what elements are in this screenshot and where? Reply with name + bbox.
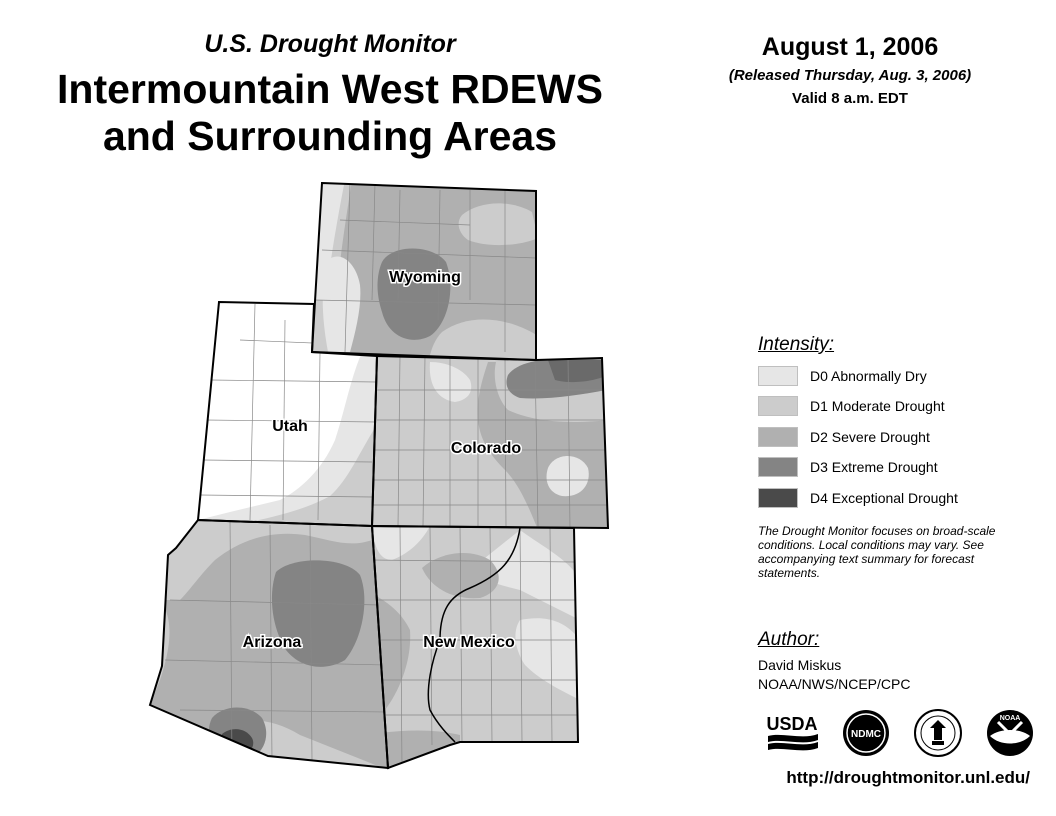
drought-monitor-link[interactable]: http://droughtmonitor.unl.edu/ [786,768,1030,787]
disclaimer-note: The Drought Monitor focuses on broad-scale conditions. Local conditions may vary. See accompanying text summary for forecast statements. [758,524,996,580]
author-org: NOAA/NWS/NCEP/CPC [758,676,911,692]
map-title-line1: Intermountain West RDEWS [57,66,603,112]
legend-heading: Intensity: [758,334,835,355]
state-label-new-mexico: New Mexico [423,634,515,651]
valid-date: August 1, 2006 [761,33,939,61]
legend-label-d3: D3 Extreme Drought [810,459,938,475]
legend-swatch-d1 [758,396,798,416]
legend-label-d4: D4 Exceptional Drought [810,490,958,506]
ndmc-logo-text: NDMC [851,729,881,740]
legend-swatch-d0 [758,366,798,386]
legend-item-d1 [758,396,945,416]
state-label-utah: Utah [272,418,308,435]
legend-item-d2 [758,427,930,447]
author-name: David Miskus [758,657,842,673]
legend-item-d3 [758,457,938,477]
usda-logo [766,714,818,750]
legend-label-d0: D0 Abnormally Dry [810,368,927,384]
state-label-arizona: Arizona [242,634,302,651]
author-heading: Author: [758,629,820,650]
legend-item-d4 [758,488,958,508]
legend-label-d2: D2 Severe Drought [810,429,930,445]
ndmc-logo [843,710,889,756]
agency-logos [762,706,1042,762]
map-title-line2: and Surrounding Areas [102,113,558,159]
map-subtitle: U.S. Drought Monitor [204,30,456,58]
state-label-colorado: Colorado [450,440,522,457]
legend-label-d1: D1 Moderate Drought [810,398,945,414]
legend-swatch-d3 [758,457,798,477]
usda-logo-text: USDA [766,714,818,734]
legend-swatch-d2 [758,427,798,447]
doc-seal-logo [915,710,961,756]
valid-time: Valid 8 a.m. EDT [792,90,908,107]
noaa-logo [987,710,1033,756]
noaa-logo-text: NOAA [999,715,1021,722]
state-label-wyoming: Wyoming [389,269,461,286]
legend-item-d0 [758,366,927,386]
legend-swatch-d4 [758,488,798,508]
release-date: (Released Thursday, Aug. 3, 2006) [728,67,972,84]
